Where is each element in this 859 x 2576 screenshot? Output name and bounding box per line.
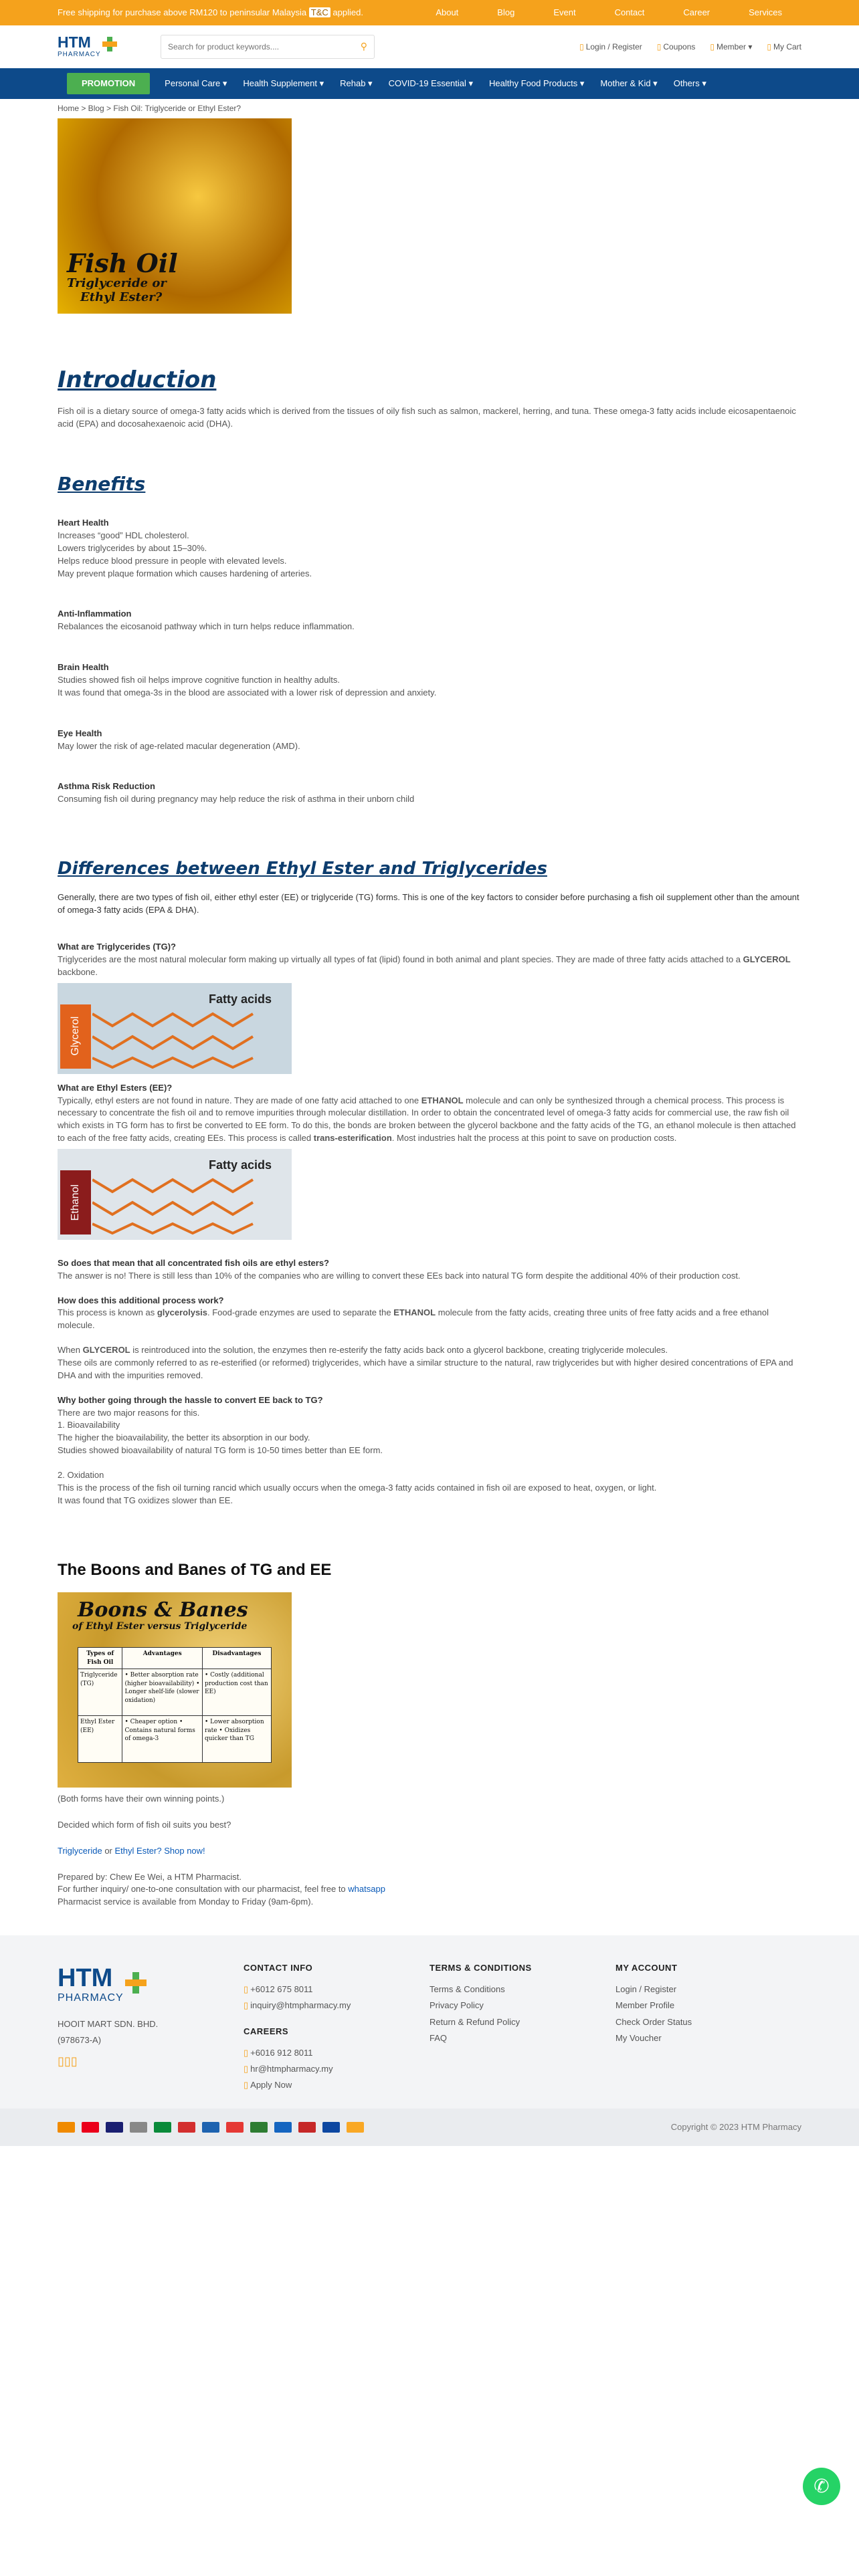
q3: So does that mean that all concentrated fish oils are ethyl esters? [58,1257,330,1268]
a5-cont: These oils are commonly referred to as re-esterified (or reformed) triglycerides, which have a similar structure to the natural, raw triglycerides but with higher desired concentrations of EPA and DHA and with the impurities removed. [58,1357,793,1380]
diagram-side: Glycerol [60,1004,91,1069]
heart-line: Lowers triglycerides by about 15–30%. [58,542,207,553]
logo-text: HTM [58,33,91,51]
terms-title: TERMS & CONDITIONS [430,1963,532,1973]
cross-icon [102,37,117,51]
shipping-promo: Free shipping for purchase above RM120 to peninsular Malaysia T&C applied. [58,7,363,17]
payment-icons [58,2122,364,2133]
boons-img-sub: of Ethyl Ester versus Triglyceride [72,1621,248,1632]
a7-line: It was found that TG oxidizes slower than EE. [58,1495,233,1505]
contact-phone[interactable]: ▯ +6012 675 8011 [244,1984,313,1995]
a6-line: Studies showed bioavailability of natural TG form is 10-50 times better than EE form. [58,1445,383,1456]
shop-links: Triglyceride or Ethyl Ester? Shop now! [58,1845,205,1856]
whatsapp-link[interactable]: whatsapp [348,1884,385,1895]
nav-health-supplement[interactable]: Health Supplement ▾ [243,78,324,88]
q6: Why bother going through the hassle to convert EE back to TG? [58,1394,323,1405]
heart-line: May prevent plaque formation which causes hardening of arteries. [58,568,312,578]
boons-caption: (Both forms have their own winning points.) [58,1794,225,1804]
top-link-event[interactable]: Event [553,7,576,17]
boons-heading: The Boons and Banes of TG and EE [58,1561,332,1580]
footer-link[interactable]: Return & Refund Policy [430,2016,520,2027]
visa-icon [106,2122,123,2133]
hero-title: Fish Oil [67,247,178,278]
intro-text: Fish oil is a dietary source of omega-3 fatty acids which is derived from the tissues of oily fish such as salmon, mackerel, herring, and tuna. These omega-3 fatty acids include eicosapentaenoic acid (EPA) and docosahexaenoic acid (DHA). [58,406,796,429]
careers-email[interactable]: ▯ hr@htmpharmacy.my [244,2064,333,2074]
ethanol-diagram [58,1149,292,1240]
coupon-icon: ▯ [656,41,662,51]
hero-image [58,118,292,314]
copyright: Copyright © 2023 HTM Pharmacy [670,2122,801,2133]
asthma-text: Consuming fish oil during pregnancy may help reduce the risk of asthma in their unborn child [58,794,415,804]
diff-heading: Differences between Ethyl Ester and Triglycerides [58,859,547,879]
boons-img-title: Boons & Banes [78,1598,248,1622]
tac-link[interactable]: T&C [309,7,330,17]
nav-others[interactable]: Others ▾ [673,78,706,88]
a3: The answer is no! There is still less than 10% of the companies who are willing to convert these EEs back into natural TG form despite the additional 40% of their production cost. [58,1270,741,1281]
service-hours: Pharmacist service is available from Monday to Friday (9am-6pm). [58,1897,314,1907]
shop-now-link[interactable]: ? Shop now! [157,1845,205,1856]
further-inquiry: For further inquiry/ one-to-one consultation with our pharmacist, feel free to whatsapp [58,1884,385,1895]
payment-icon [58,2122,75,2133]
cross-icon [125,1972,147,1994]
payment-icon [226,2122,244,2133]
contact-email[interactable]: ▯ inquiry@htmpharmacy.my [244,2000,351,2011]
breadcrumb[interactable]: Home > Blog > Fish Oil: Triglyceride or Ethyl Ester? [58,104,242,113]
payment-icon [322,2122,340,2133]
brain-line: It was found that omega-3s in the blood are associated with a lower risk of depression and anxiety. [58,687,437,697]
diagram-side: Ethanol [60,1170,91,1235]
apply-now[interactable]: ▯ Apply Now [244,2080,292,2090]
tg-answer: Triglycerides are the most natural molecular form making up virtually all types of fat (lipid) found in both animal and plant species. They are made of three fatty acids attached to a GLYCEROL backbone. [58,954,791,977]
search-icon[interactable]: ⚲ [360,41,367,52]
header [0,25,859,68]
benefits-heading: Benefits [58,473,146,496]
payment-icon [347,2122,364,2133]
member-dropdown[interactable]: ▯ Member ▾ [710,41,753,51]
eye-text: May lower the risk of age-related macular degeneration (AMD). [58,740,300,751]
boons-table: Types of Fish Oil Advantages Disadvantages Triglyceride (TG) • Better absorption rate (higher bioavailability) • Longer shelf-life (slower oxidation) • Costly (additional production cost than EE) Ethyl Ester (EE) • Cheaper option • Contains natural forms of omega-3 • Lower absorption rate • Oxidizes quicker than TG [78,1647,272,1763]
footer-link[interactable]: FAQ [430,2032,448,2043]
brain-title: Brain Health [58,662,109,673]
logo-sub: PHARMACY [58,50,101,58]
account-title: MY ACCOUNT [615,1963,678,1973]
diagram-label: Fatty acids [208,992,272,1006]
cart-icon: ▯ [767,41,771,51]
payment-icon [178,2122,195,2133]
prepared-by: Prepared by: Chew Ee Wei, a HTM Pharmacist. [58,1871,242,1882]
anti-title: Anti-Inflammation [58,609,132,619]
nav-healthy-food[interactable]: Healthy Food Products ▾ [489,78,585,88]
coupons-link[interactable]: ▯ Coupons [656,41,696,51]
eye-title: Eye Health [58,728,102,738]
whatsapp-icon: ✆ [814,2476,830,2497]
company-name: HOOIT MART SDN. BHD. [58,2019,159,2030]
anti-text: Rebalances the eicosanoid pathway which in turn helps reduce inflammation. [58,621,355,632]
nav-covid[interactable]: COVID-19 Essential ▾ [388,78,474,88]
a6-line: The higher the bioavailability, the better its absorption in our body. [58,1432,310,1443]
brain-line: Studies showed fish oil helps improve cognitive function in healthy adults. [58,675,341,685]
careers-phone[interactable]: ▯ +6016 912 8011 [244,2047,313,2058]
asthma-title: Asthma Risk Reduction [58,781,155,792]
a4: This process is known as glycerolysis. Food-grade enzymes are used to separate the ETHANOL molecule from the fatty acids, creating three units of free fatty acids and a free ethanol molecule. [58,1307,769,1331]
decided-text: Decided which form of fish oil suits you best? [58,1819,231,1830]
footer-link[interactable]: Member Profile [615,2000,675,2011]
footer-logo[interactable]: HTM PHARMACY [58,1962,171,2009]
heart-line: Increases “good” HDL cholesterol. [58,530,189,541]
nav-rehab[interactable]: Rehab ▾ [340,78,373,88]
intro-heading: Introduction [58,366,217,393]
cart-link[interactable]: ▯ My Cart [767,41,801,51]
payment-icon [202,2122,219,2133]
social-icons[interactable]: ▯▯▯ [58,2054,78,2068]
footer-link[interactable]: My Voucher [615,2032,662,2043]
payment-icon [298,2122,316,2133]
top-bar [0,0,859,25]
footer-link[interactable]: Privacy Policy [430,2000,484,2011]
ethyl-ester-link[interactable]: Ethyl Ester [114,1845,157,1856]
company-reg: (978673-A) [58,2035,102,2046]
main-nav [0,68,859,99]
a6-line: There are two major reasons for this. [58,1407,200,1418]
q4: How does this additional process work? [58,1295,224,1305]
payment-icon [274,2122,292,2133]
tg-question: What are Triglycerides (TG)? [58,942,176,952]
nav-mother-kid[interactable]: Mother & Kid ▾ [600,78,658,88]
diff-lead: Generally, there are two types of fish oil, either ethyl ester (EE) or triglyceride (TG) forms. This is one of the key factors to consider before purchasing a fish oil supplement other than the amount of omega-3 fatty acids (EPA & DHA). [58,892,799,916]
search-input[interactable] [168,42,361,51]
footer-link[interactable]: Check Order Status [615,2016,692,2027]
top-link-career[interactable]: Career [683,7,710,17]
footer-link[interactable]: Login / Register [615,1984,677,1995]
logo[interactable] [58,31,131,63]
careers-title: CAREERS [244,2026,289,2036]
a6-line: 1. Bioavailability [58,1420,120,1430]
search-box[interactable] [161,35,375,59]
top-link-contact[interactable]: Contact [614,7,645,17]
a7-line: 2. Oxidation [58,1469,104,1480]
login-link[interactable]: ▯ Login / Register [579,41,642,51]
mastercard-icon [82,2122,99,2133]
hero-subtitle: Triglyceride or Ethyl Ester? [67,276,167,305]
ee-question: What are Ethyl Esters (EE)? [58,1082,173,1093]
promotion-button[interactable]: PROMOTION [67,73,150,94]
glycerol-diagram [58,983,292,1074]
top-link-services[interactable]: Services [749,7,782,17]
a5: When GLYCEROL is reintroduced into the solution, the enzymes then re-esterify the fatty acids back onto a glycerol backbone, creating triglyceride molecules. [58,1345,668,1356]
whatsapp-float-button[interactable] [803,2468,840,2505]
top-link-about[interactable]: About [436,7,459,17]
member-icon: ▯ [710,41,715,51]
footer-link[interactable]: Terms & Conditions [430,1984,505,1995]
article [0,99,859,1909]
contact-title: CONTACT INFO [244,1963,313,1973]
a7-line: This is the process of the fish oil turning rancid which usually occurs when the omega-3 fatty acids contained in fish oil are exposed to heat, oxygen, or light. [58,1482,657,1493]
footer [0,1935,859,2109]
nav-personal-care[interactable]: Personal Care ▾ [165,78,227,88]
heart-title: Heart Health [58,518,109,528]
user-icon: ▯ [579,41,584,51]
top-link-blog[interactable]: Blog [497,7,515,17]
diagram-label: Fatty acids [208,1158,272,1172]
ee-answer: Typically, ethyl esters are not found in nature. They are made of one fatty acid attached to one ETHANOL molecule and can only be synthesized through a chemical process. This process is necessary to concentrate the fish oil and to remove impurities through molecular distillation. In order to obtain the concentrated level of omega-3 fatty acids for commercial use, the raw fish oil which exists in TG form has to first be converted to EE form. To do this, the bonds are broken between the glycerol backbone and the fatty acids of the TG, an ethanol molecule is then attached to each of the free fatty acids, creating EEs. This process is called trans-esterification. Most industries halt the process at this point to save on production costs. [58,1095,796,1144]
triglyceride-link[interactable]: Triglyceride [58,1845,102,1856]
boons-image [58,1592,292,1788]
heart-line: Helps reduce blood pressure in people with elevated levels. [58,555,287,566]
payment-icon [250,2122,268,2133]
payment-icon [130,2122,147,2133]
payment-icon [154,2122,171,2133]
bottom-bar [0,2109,859,2146]
